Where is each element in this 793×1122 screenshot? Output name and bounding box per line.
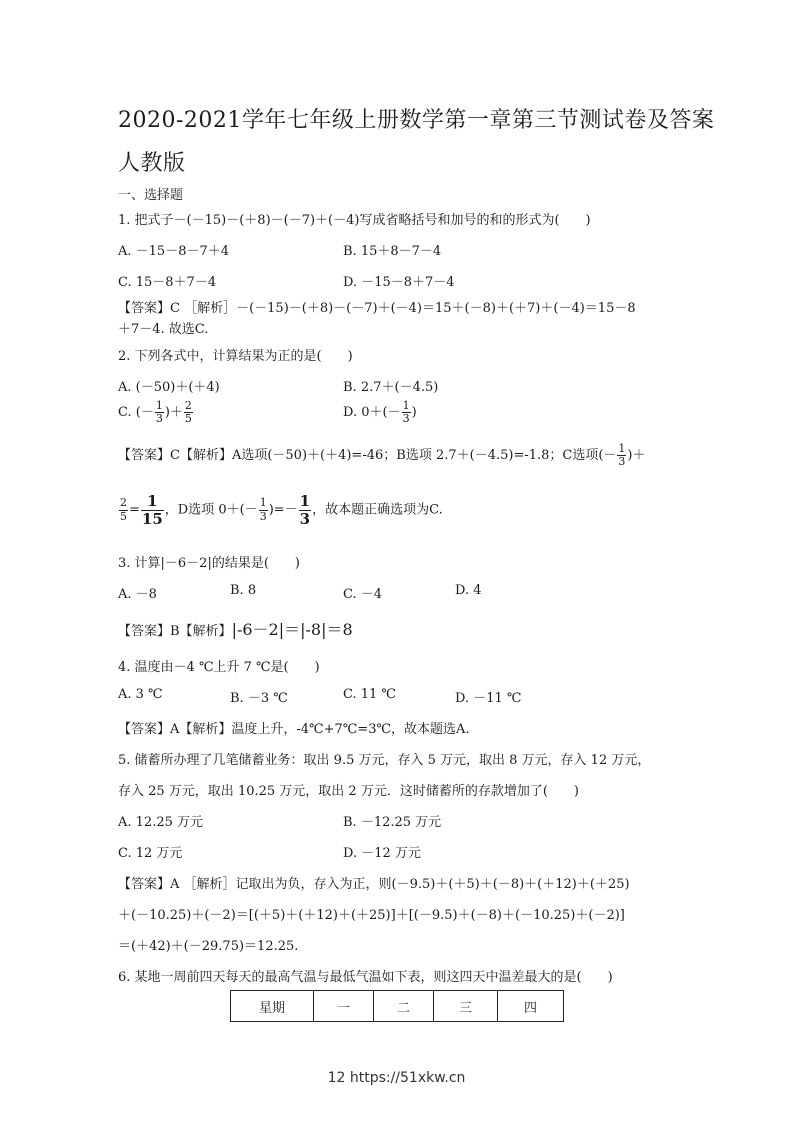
q2-option-d-prefix: D. 0＋(－ [343, 405, 401, 421]
fraction-one-third [259, 497, 268, 522]
table-header-row [231, 991, 564, 1022]
q2-answer-plus: )＋ [627, 448, 646, 464]
q2-answer-conclusion: ，故本题正确选项为C. [312, 502, 443, 518]
denominator: 15 [141, 509, 163, 528]
q2-option-d [343, 400, 417, 425]
q2-option-d-suffix: ) [411, 405, 417, 421]
denominator: 5 [184, 412, 192, 426]
fraction-two-fifths [184, 400, 193, 425]
q4-stem: 4. 温度由－4 ℃上升 7 ℃是( ) [118, 660, 320, 675]
q1-answer-line2: ＋7－4. 故选C. [118, 322, 209, 337]
fraction-two-fifths [119, 497, 128, 522]
numerator: 1 [259, 496, 267, 510]
denominator: 3 [155, 412, 163, 426]
table-header-day3: 三 [434, 991, 498, 1022]
numerator: 1 [618, 442, 626, 455]
q3-option-a: A. －8 [118, 587, 157, 602]
table-header-day2: 二 [374, 991, 434, 1022]
document-title-line1: 2020-2021学年七年级上册数学第一章第三节测试卷及答案 [118, 108, 715, 133]
q1-option-d: D. －15－8＋7－4 [343, 275, 455, 290]
q5-answer-line2: ＋(－10.25)＋(－2)＝[(＋5)＋(＋12)＋(＋25)]＋[(－9.5)＋(－8)＋(－10.25)＋(－2)] [118, 908, 625, 923]
q2-option-c-prefix: C. (－ [118, 405, 154, 421]
document-title-line2: 人教版 [118, 151, 186, 176]
q1-option-c: C. 15－8＋7－4 [118, 275, 217, 290]
q1-answer-line1: 【答案】C ［解析］－(－15)－(＋8)－(－7)＋(－4)＝15＋(－8)＋(＋7)＋(－4)＝15－8 [118, 301, 636, 316]
fraction-one-third [402, 400, 411, 425]
q5-option-a: A. 12.25 万元 [118, 815, 204, 830]
q6-stem: 6. 某地一周前四天每天的最高气温与最低气温如下表，则这四天中温差最大的是( ) [118, 970, 613, 985]
q5-option-c: C. 12 万元 [118, 846, 183, 861]
denominator: 5 [120, 509, 127, 523]
numerator: 2 [120, 496, 127, 510]
q2-answer-equals-neg: )=－ [268, 502, 298, 518]
numerator: 2 [184, 399, 192, 412]
q2-option-c-middle: )＋ [164, 405, 183, 421]
table-header-weekday: 星期 [231, 991, 314, 1022]
q1-option-a: A. －15－8－7＋4 [118, 244, 230, 259]
q2-stem: 2. 下列各式中，计算结果为正的是( ) [118, 349, 353, 364]
denominator: 3 [402, 412, 410, 426]
numerator: 1 [155, 399, 163, 412]
q5-answer-line1: 【答案】A ［解析］记取出为负，存入为正，则(－9.5)＋(＋5)＋(－8)＋(＋12)＋(＋25) [118, 877, 630, 892]
q2-option-a: A. (－50)＋(＋4) [118, 380, 220, 395]
equals-sign: = [129, 502, 140, 518]
q4-option-d: D. －11 ℃ [455, 691, 522, 706]
q1-stem: 1. 把式子－(－15)－(＋8)－(－7)＋(－4)写成省略括号和加号的和的形式为( ) [118, 213, 591, 228]
numerator: 1 [141, 493, 164, 511]
q1-option-b: B. 15＋8－7－4 [343, 244, 442, 259]
q4-answer: 【答案】A【解析】温度上升，-4℃+7℃=3℃，故本题选A. [118, 722, 470, 737]
denominator: 3 [259, 509, 267, 523]
numerator: 1 [402, 399, 410, 412]
denominator: 3 [299, 509, 311, 528]
section-heading: 一、选择题 [118, 188, 184, 203]
fraction-one-third [155, 400, 164, 425]
q2-answer-line2 [118, 493, 443, 527]
q4-option-c: C. 11 ℃ [343, 687, 396, 702]
q4-option-a: A. 3 ℃ [118, 687, 163, 702]
q2-answer-line1 [118, 443, 646, 468]
q5-stem-line1: 5. 储蓄所办理了几笔储蓄业务：取出 9.5 万元，存入 5 万元，取出 8 万元，存入 12 万元， [118, 753, 651, 768]
q4-option-b: B. －3 ℃ [230, 691, 288, 706]
q5-answer-line3: ＝(＋42)＋(－29.75)＝12.25. [118, 939, 299, 954]
q2-answer-text: 【答案】C【解析】A选项(－50)＋(＋4)=-46；B选项 2.7＋(－4.5)=-1.8；C选项(－ [118, 448, 617, 464]
page-footer: 12 https://51xkw.cn [327, 1070, 466, 1086]
q3-option-d: D. 4 [455, 583, 482, 598]
table-header-day1: 一 [314, 991, 374, 1022]
q3-answer [118, 617, 353, 640]
q3-answer-math: |-6－2|＝|-8|＝8 [231, 620, 353, 639]
q5-option-b: B. －12.25 万元 [343, 815, 442, 830]
fraction-one-third [617, 443, 626, 468]
q3-stem: 3. 计算|－6－2|的结果是( ) [118, 556, 300, 571]
q2-option-c [118, 400, 194, 425]
denominator: 3 [618, 455, 626, 469]
fraction-one-fifteenth [141, 493, 164, 527]
q5-stem-line2: 存入 25 万元，取出 10.25 万元，取出 2 万元．这时储蓄所的存款增加了( ) [118, 784, 579, 799]
q3-answer-label: 【答案】B【解析】 [118, 624, 232, 639]
q3-option-b: B. 8 [230, 583, 257, 598]
q2-answer-d-option: ，D选项 0＋(－ [164, 502, 258, 518]
table-header-day4: 四 [498, 991, 564, 1022]
q2-option-b: B. 2.7＋(－4.5) [343, 380, 439, 395]
q5-option-d: D. －12 万元 [343, 846, 421, 861]
fraction-one-third-bold [299, 493, 311, 527]
q3-option-c: C. －4 [343, 587, 383, 602]
numerator: 1 [299, 492, 311, 510]
temperature-table [230, 990, 564, 1022]
